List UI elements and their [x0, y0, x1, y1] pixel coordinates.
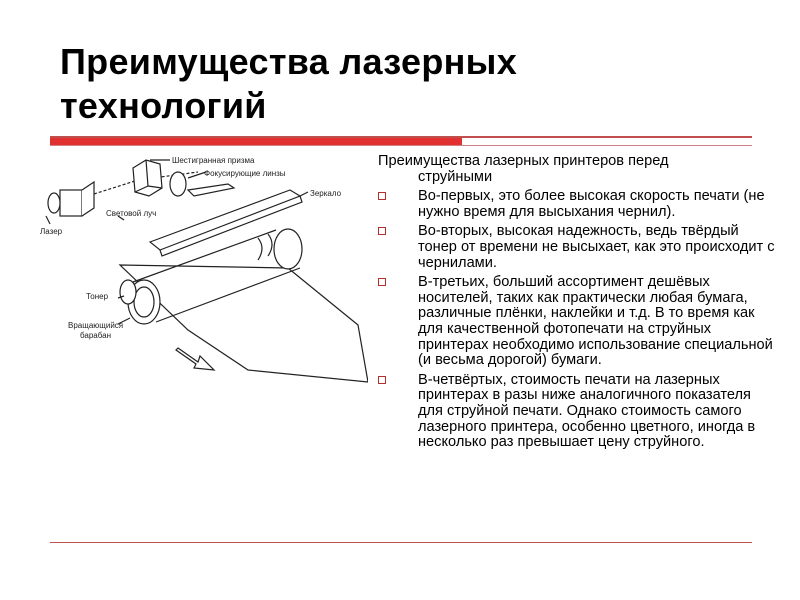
bullet-text: Во-первых, это более высокая скорость печати (не нужно время для высыхания чернил). — [418, 188, 765, 220]
bullet-square-icon — [378, 376, 386, 384]
label-prism: Шестигранная призма — [172, 156, 255, 165]
intro-line-2: струйными — [418, 168, 493, 185]
bullet-text: В-четвёртых, стоимость печати на лазерных принтерах в разы ниже аналогичного показателя для струйной печати. Однако стоимость самого лазерного принтера, особенно цветного, иногда в несколько раз превышает цену струйного. — [418, 371, 756, 451]
laser-printer-diagram — [38, 150, 368, 385]
bullet-text: В-третьих, больший ассортимент дешёвых носителей, таких как практически любая бумага, различные плёнки, наклейки и т.д. В то время как для качественной фотопечати на струйных принтерах необходимо использование специальной (и весьма дорогой) бумаги. — [418, 274, 773, 369]
paper-sheet — [120, 265, 368, 382]
laser-unit — [60, 190, 82, 216]
bullet-square-icon — [378, 192, 386, 200]
focusing-lens-2 — [188, 184, 234, 196]
bullet-item — [378, 189, 778, 220]
toner-roller — [120, 280, 136, 304]
label-drum-line-1: Вращающийся — [68, 321, 124, 330]
slide-title-line-2: технологий — [60, 85, 267, 126]
slide-title — [60, 40, 740, 128]
slide-title-line-1: Преимущества лазерных — [60, 41, 518, 82]
focusing-lens — [170, 172, 186, 196]
bullet-text: Во-вторых, высокая надежность, ведь твёрдый тонер от времени не высыхает, как это происходит с чернилами. — [418, 223, 775, 271]
label-lenses: Фокусирующие линзы — [204, 169, 286, 178]
bullet-item — [378, 373, 778, 451]
label-beam: Световой луч — [106, 209, 157, 218]
bullet-item — [378, 275, 778, 369]
label-laser: Лазер — [40, 227, 63, 236]
intro-paragraph — [378, 154, 778, 185]
bullet-square-icon — [378, 227, 386, 235]
advantages-text — [378, 154, 778, 455]
title-divider-lower — [50, 145, 752, 146]
bullet-item — [378, 224, 778, 271]
footer-divider — [50, 542, 752, 543]
title-divider-accent — [50, 138, 462, 145]
intro-line-1: Преимущества лазерных принтеров перед — [378, 153, 669, 169]
paper-direction-arrow — [176, 348, 214, 370]
label-mirror: Зеркало — [310, 189, 342, 198]
label-drum-line-2: барабан — [80, 331, 112, 340]
laser-printer-diagram-svg — [38, 150, 368, 385]
label-toner: Тонер — [86, 292, 109, 301]
bullet-square-icon — [378, 278, 386, 286]
